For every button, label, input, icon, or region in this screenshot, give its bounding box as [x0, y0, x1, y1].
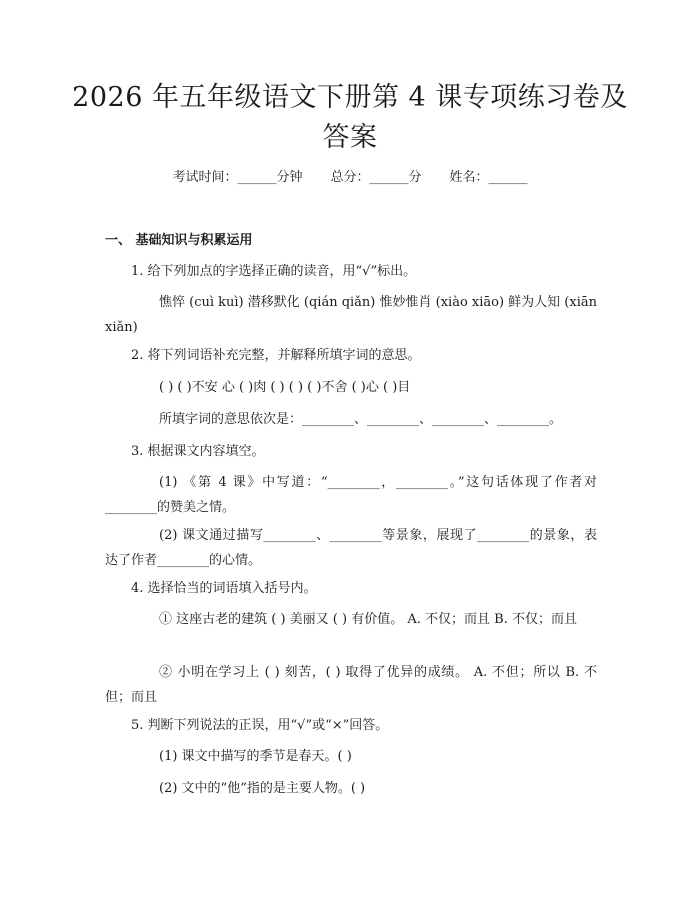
- section-heading: 一、 基础知识与积累运用: [105, 233, 253, 248]
- question-2-meanings: 所填字词的意思依次是：________、________、________、________。: [159, 412, 563, 427]
- question-2-prompt: 2. 将下列词语补充完整，并解释所填字词的意思。: [131, 348, 421, 363]
- total-score: 总分：______分: [330, 170, 422, 185]
- question-2-words: ( ) ( )不安 心 ( )肉 ( ) ( ) ( )不舍 ( )心 ( )目: [159, 380, 411, 395]
- question-5-item-1: (1) 课文中描写的季节是春天。( ): [159, 749, 352, 764]
- page-title: 2026 年五年级语文下册第 4 课专项练习卷及答案: [72, 82, 628, 153]
- exam-time: 考试时间：______分钟: [172, 170, 303, 185]
- question-4-item-2: ② 小明在学习上 ( ) 刻苦，( ) 取得了优异的成绩。 A. 不但；所以 B. 不但；而且: [105, 665, 597, 705]
- question-3-item-1: (1) 《第 4 课》中写道：“________，________。”这句话体现了作者对________的赞美之情。: [105, 475, 597, 515]
- question-1-content: 憔悴 (cuì kuì) 潜移默化 (qián qiǎn) 惟妙惟肖 (xiào xiāo) 鲜为人知 (xiān xiǎn): [105, 295, 597, 335]
- question-5-prompt: 5. 判断下列说法的正误，用“√”或“×”回答。: [131, 718, 389, 733]
- student-name: 姓名：______: [449, 170, 528, 185]
- question-3-prompt: 3. 根据课文内容填空。: [131, 444, 265, 459]
- question-1-prompt: 1. 给下列加点的字选择正确的读音，用“√”标出。: [131, 264, 417, 279]
- exam-meta: [0, 168, 700, 188]
- question-5-item-2: (2) 文中的“他”指的是主要人物。( ): [159, 781, 366, 796]
- question-4-item-1: ① 这座古老的建筑 ( ) 美丽又 ( ) 有价值。 A. 不仅；而且 B. 不仅；而且: [159, 612, 577, 627]
- question-4-prompt: 4. 选择恰当的词语填入括号内。: [131, 581, 317, 596]
- question-3-item-2: (2) 课文通过描写________、________等景象，展现了________的景象，表达了作者________的心情。: [105, 528, 597, 568]
